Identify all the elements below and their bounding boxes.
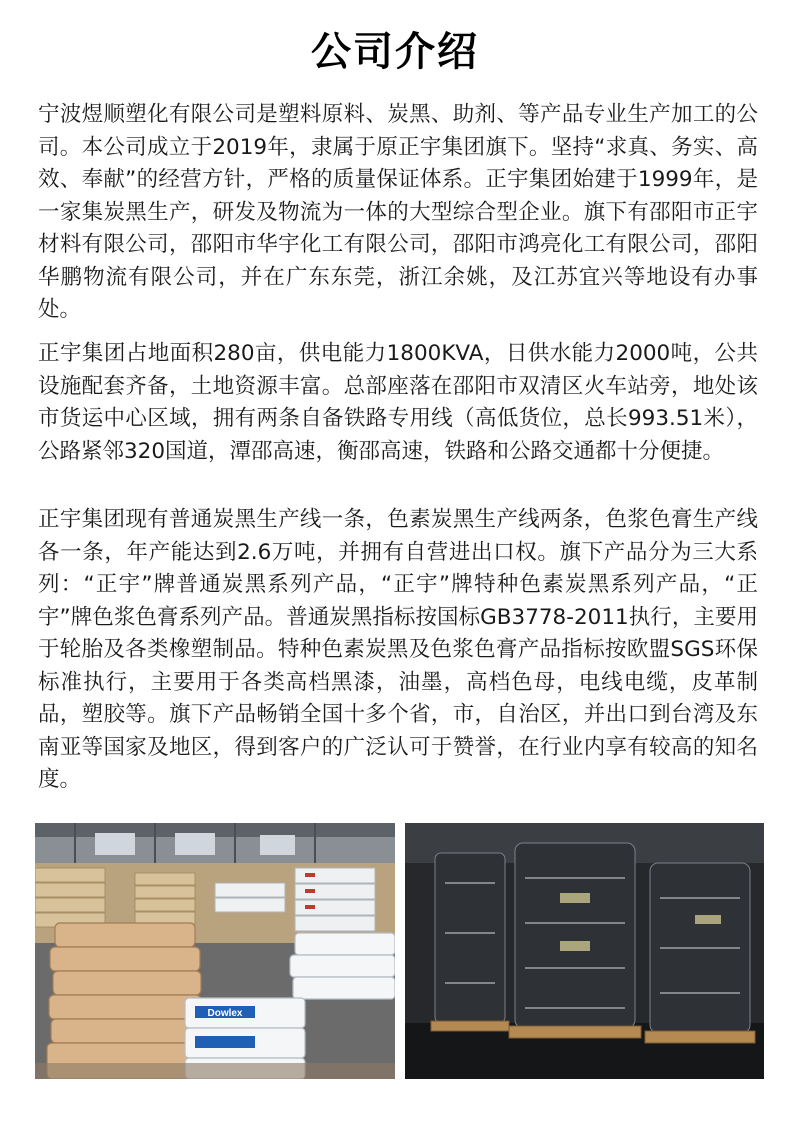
intro-paragraph-2: 正宇集团占地面积280亩，供电能力1800KVA，日供水能力2000吨，公共设施配套齐备，土地资源丰富。总部座落在邵阳市双清区火车站旁，地处该市货运中心区域，拥有两条自备铁路专用线（高低货位，总长993.51米），公路紧邻320国道，潭邵高速，衡邵高速，铁路和公路交通都十分便捷。	[38, 341, 758, 464]
intro-paragraph-1: 宁波煜顺塑化有限公司是塑料原料、炭黑、助剂、等产品专业生产加工的公司。本公司成立于2019年，隶属于原正宇集团旗下。坚持“求真、务实、高效、奉献”的经营方针，严格的质量保证体系。正宇集团始建于1999年，是一家集炭黑生产，研发及物流为一体的大型综合型企业。旗下有邵阳市正宇材料有限公司，邵阳市华宇化工有限公司，邵阳市鸿亮化工有限公司，邵阳华鹏物流有限公司，并在广东东莞，浙江余姚，及江苏宜兴等地设有办事处。	[38, 102, 758, 322]
intro-paragraph-3: 正宇集团现有普通炭黑生产线一条，色素炭黑生产线两条，色浆色膏生产线各一条，年产能达到2.6万吨，并拥有自营进出口权。旗下产品分为三大系列：“正宇”牌普通炭黑系列产品，“正宇”牌特种色素炭黑系列产品，“正宇”牌色浆色膏系列产品。普通炭黑指标按国标GB3778-2011执行，主要用于轮胎及各类橡塑制品。特种色素炭黑及色浆色膏产品指标按欧盟SGS环保标准执行，主要用于各类高档黑漆，油墨，高档色母，电线电缆，皮革制品，塑胶等。旗下产品畅销全国十多个省，市，自治区，并出口到台湾及东南亚等国家及地区，得到客户的广泛认可于赞誉，在行业内享有较高的知名度。	[38, 507, 758, 792]
warehouse-illustration	[35, 823, 395, 1079]
pallet-illustration	[405, 823, 764, 1079]
bag-brand-label: Dowlex	[207, 1008, 243, 1019]
pallet-photo	[405, 823, 764, 1079]
warehouse-photo	[35, 823, 395, 1079]
page-title: 公司介绍	[311, 29, 479, 75]
